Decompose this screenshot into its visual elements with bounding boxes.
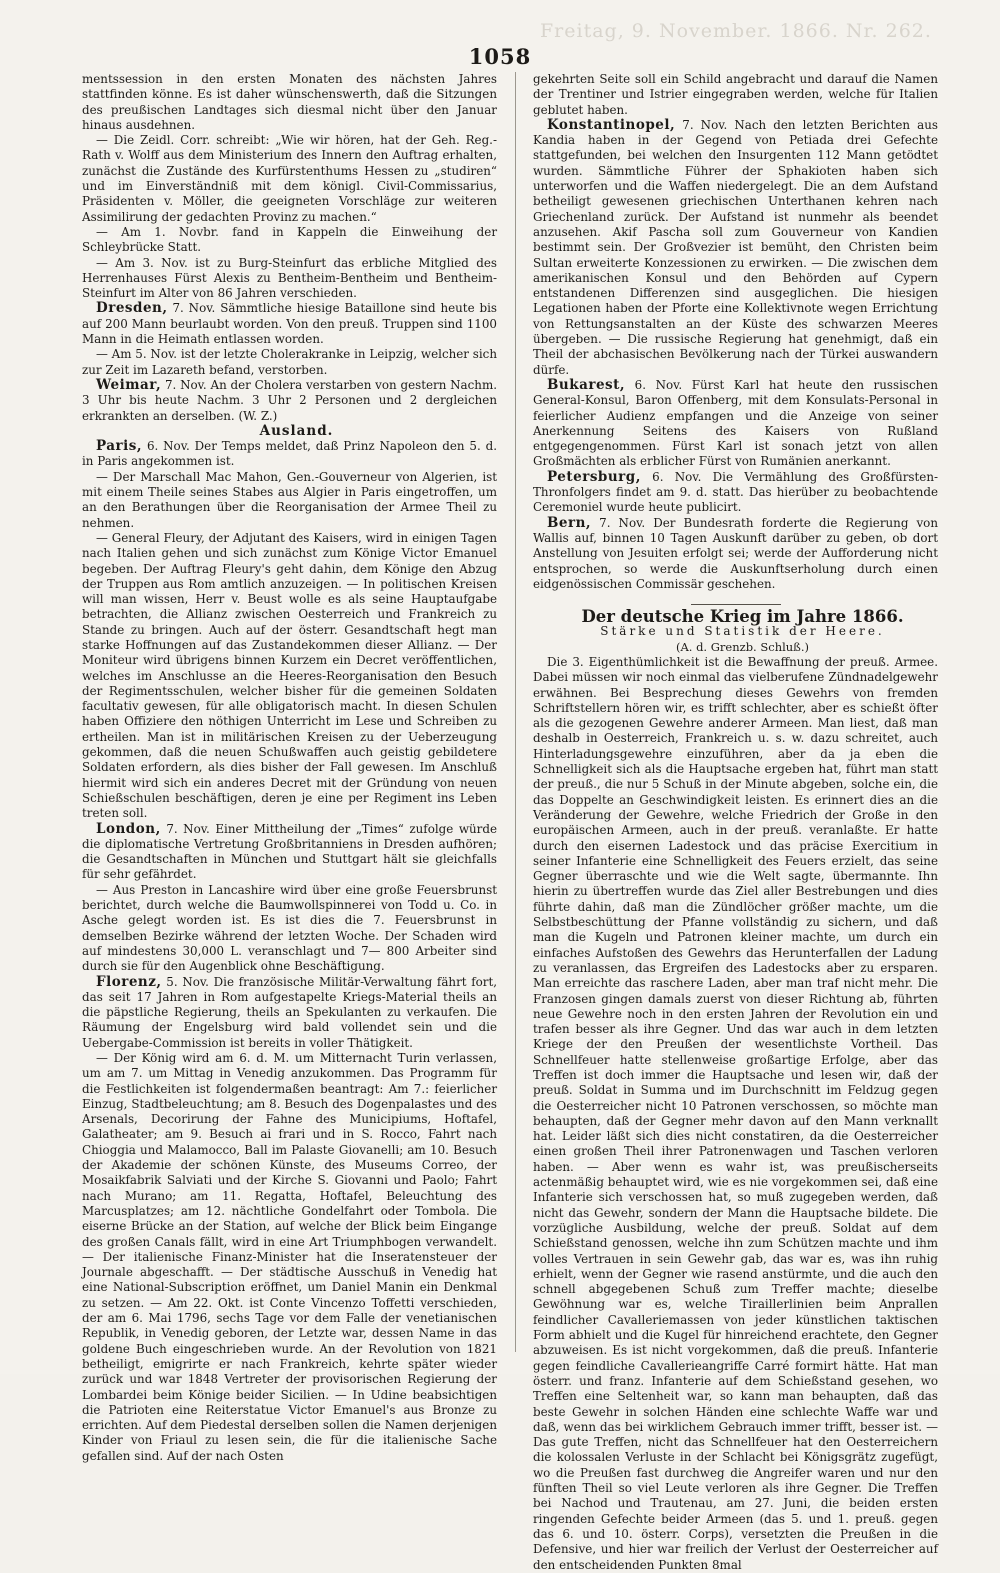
dateline-place: Konstantinopel, (547, 116, 676, 133)
article-source: (A. d. Grenzb. Schluß.) (675, 639, 810, 654)
paragraph: — Der Marschall Mac Mahon, Gen.-Gouverneur von Algerien, ist mit einem Theile seines Stabes aus Algier in Paris eingetroffen, um an den Berathungen über die Reorganisation der Armee Theil zu nehmen. (82, 469, 497, 530)
dateline-place: Bukarest, (547, 376, 626, 393)
dateline-place: Florenz, (96, 973, 162, 990)
paragraph: — Am 5. Nov. ist der letzte Cholerakranke in Leipzig, welcher sich zur Zeit im Lazareth befand, verstorben. (82, 347, 497, 377)
section-heading: Ausland. (259, 422, 334, 439)
dateline-place: Weimar, (96, 376, 162, 393)
news-text: 7. Nov. Der Bundesrath forderte die Regierung von Wallis auf, binnen 10 Tagen Auskunft darüber zu geben, ob dort Anstellung von Jesuiten erfolgt sei; werde der Aufforderung nicht entsprochen, so werde die Auskunftserholung durch einen eidgenössischen Commissär geschehen. (533, 515, 939, 591)
paragraph: Die 3. Eigenthümlichkeit ist die Bewaffnung der preuß. Armee. Dabei müssen wir noch einmal das vielberufene Zündnadelgewehr erwähnen. Bei Besprechung dieses Gewehrs von fremden Schriftstellern hören wir, es trifft schlechter, aber es schießt öfter als die gezogenen Gewehre anderer Armeen. Man liest, daß man deshalb in Oesterreich, Frankreich u. s. w. dazu schreitet, auch Hinterladungsgewehre einzuführen, aber da ja eben die Schnelligkeit sich als die Hauptsache ergeben hat, führt man statt der preuß., die nur 5 Schuß in der Minute abgeben, solche ein, die das Doppelte an Geschwindigkeit leisten. Es erinnert dies an die Veränderung der Gewehre, welche Friedrich der Große in den europäischen Armeen, auch in der preuß. veranlaßte. Er hatte durch den eisernen Ladestock und das präcise Exercitium in seiner Infanterie eine Schnelligkeit des Feuers erzielt, das seine Gegner überraschte und wie die Welt sagte, übermannte. Ihn hierin zu übertreffen wurde das Ziel aller Bestrebungen und dies führte dahin, daß man die Zündlöcher größer machte, um die Selbstbeschüttung der Pfanne vollständig zu sichern, und daß man die Kugeln und Patronen kleiner machte, um durch ein einfaches Aufstoßen des Gewehrs das Herunterfallen der Ladung zu veranlassen, das Ergreifen des Ladestocks aber zu ersparen. Man erreichte das raschere Laden, aber man traf nicht mehr. Die Franzosen gingen damals zuerst von dieser Richtung ab, führten neue Gewehre noch in den ersten Jahren der Revolution ein und trafen besser als ihre Gegner. Und das war auch in dem letzten Kriege der den Preußen der wesentlichste Vortheil. Das Schnellfeuer hatte stellenweise großartige Erfolge, aber das Treffen ist doch immer die Hauptsache und lesen wir, daß der preuß. Soldat in Summa und im Durchschnitt im Feldzug gegen die Oesterreicher nicht 10 Patronen verschossen, so möchte man behaupten, daß der Gegner mehr davon auf den Mann verknallt hat. Leider läßt sich dies nicht constatiren, da die Oesterreicher einen großen Theil ihrer Patronenwagen und Taschen verloren haben. — Aber wenn es wahr ist, was preußischerseits actenmäßig behauptet wird, wie es nie vorgekommen sei, daß eine Infanterie sich verschossen hat, so muß zugegeben werden, daß nicht das Gewehr, sondern der Mann die Hauptsache bildete. Die vorzügliche Ausbildung, welche der preuß. Soldat auf dem Schießstand genossen, welche ihn zum Schützen machte und ihm volles Vertrauen in sein Gewehr gab, das war es, was ihn ruhig erhielt, wenn der Gegner wie rasend anstürmte, und die auch den schnell abgegebenen Schuß zum Treffer machte; dieselbe Gewöhnung war es, welche Tiraillerlinien beim Anprallen feindlicher Cavalleriemassen von jeder künstlichen taktischen Form abhielt und die Kugel für hinreichend erachtete, den Gegner abzuweisen. Es ist nicht vorgekommen, daß die preuß. Infanterie gegen feindliche Cavallerieangriffe Carré formirt hätte. Hat man österr. und franz. Infanterie auf dem Schießstand gesehen, wo Treffen eine Seltenheit war, so kann man behaupten, daß das beste Gewehr in solchen Händen eine schlechte Waffe war und daß, wenn das bei wirklichem Gebrauch immer trifft, besser ist. — Das gute Treffen, nicht das Schnellfeuer hat den Oesterreichern die kolossalen Verluste in der Schlacht bei Königsgrätz zugefügt, wo die Preußen fast durchweg die Angreifer waren und nur den fünften Theil so viel Leute verloren als ihre Gegner. Die Treffen bei Nachod und Trautenau, am 27. Juni, die beiden ersten ringenden Gefechte beider Armeen (das 5. und 1. preuß. gegen das 6. und 10. österr. Corps), versetzten die Preußen in die Defensive, und hier war freilich der Verlust der Oesterreicher auf den entscheidenden Punkten 8mal (533, 654, 938, 1572)
continued-paragraph: gekehrten Seite soll ein Schild angebracht und darauf die Namen der Trentiner und Istrier eingegraben werden, welche für Italien geblutet haben. (533, 72, 938, 117)
dateline-place: Paris, (96, 438, 143, 455)
dateline-place: Dresden, (96, 300, 168, 317)
news-item (82, 378, 497, 424)
section-rule (691, 604, 781, 605)
news-item (82, 975, 497, 1051)
news-text: 6. Nov. Der Temps meldet, daß Prinz Napoleon den 5. d. in Paris angekommen ist. (82, 439, 498, 469)
news-item (533, 118, 938, 378)
dateline-place: Bern, (547, 514, 592, 531)
paragraph: — Aus Preston in Lancashire wird über eine große Feuersbrunst berichtet, durch welche die Baumwollspinnerei von Todd u. Co. in Asche gelegt worden ist. Es ist dies die 7. Feuersbrunst in demselben Bezirke während der letzten Woche. Der Schaden wird auf mindestens 30,000 L. veranschlagt und 7— 800 Arbeiter sind durch sie für den Augenblick ohne Beschäftigung. (82, 882, 497, 974)
paragraph: — Am 3. Nov. ist zu Burg-Steinfurt das erbliche Mitglied des Herrenhauses Fürst Alexis zu Bentheim-Bentheim und Bentheim-Steinfurt im Alter von 86 Jahren verschieden. (82, 255, 497, 301)
column-divider (515, 72, 516, 1352)
paragraph: — Am 1. Novbr. fand in Kappeln die Einweihung der Schleybrücke Statt. (82, 224, 497, 255)
news-text: 7. Nov. An der Cholera verstarben von gestern Nachm. 3 Uhr bis heute Nachm. 3 Uhr 2 Personen und 2 dergleichen erkrankten an derselben. (W. Z.) (82, 377, 498, 423)
article-title: Der deutsche Krieg im Jahre 1866. (581, 607, 904, 627)
page-number: 1058 (468, 44, 532, 69)
left-column (82, 72, 498, 1463)
article-subtitle: Stärke und Statistik der Heere. (600, 624, 885, 639)
news-item (82, 439, 497, 470)
news-text: 6. Nov. Fürst Karl hat heute den russischen General-Konsul, Baron Offenberg, mit dem Konsulats-Personal in feierlicher Audienz empfangen und die Anzeige von seiner Anerkennung Seitens des Kaisers von Rußland entgegengenommen. Fürst Karl ist sonach jetzt von allen Großmächten als erblicher Fürst von Rumänien anerkannt. (533, 377, 938, 469)
news-text: 7. Nov. Sämmtliche hiesige Bataillone sind heute bis auf 200 Mann beurlaubt worden. Von den preuß. Truppen sind 1100 Mann in die Heimath entlassen worden. (82, 301, 498, 347)
news-item (533, 470, 938, 516)
news-item (82, 301, 497, 347)
news-text: 5. Nov. Die französische Militär-Verwaltung fährt fort, das seit 17 Jahren in Rom aufgestapelte Kriegs-Material theils an die päpstliche Regierung, theils an Spekulanten zu verkaufen. Die Räumung der Engelsburg wird bald vollendet sein und die Uebergabe-Commission ist bereits in voller Thätigkeit. (82, 974, 498, 1050)
news-text: 7. Nov. Einer Mittheilung der „Times“ zufolge würde die diplomatische Vertretung Großbritanniens in Dresden aufhören; die Gesandtschaften in München und Stuttgart hält sie gleichfalls für sehr gefährdet. (82, 821, 497, 882)
dateline-place: London, (96, 820, 161, 837)
news-text: 7. Nov. Nach den letzten Berichten aus Kandia haben in der Gegend von Petiada drei Gefechte stattgefunden, bei welchen den Insurgenten 112 Mann getödtet wurden. Sämmtliche Führer der Sphakioten haben sich unterworfen und die Waffen niedergelegt. Die an dem Aufstand betheiligt gewesenen griechischen Unterthanen kehren nach Griechenland zurück. Der Aufstand ist nunmehr als beendet anzusehen. Akif Pascha soll zum Gouverneur von Kandien bestimmt sein. Der Großvezier ist bemüht, den Christen beim Sultan erweiterte Konzessionen zu erwirken. — Die zwischen dem amerikanischen Konsul und den Behörden auf Cypern entstandenen Differenzen sind ausgeglichen. Die hiesigen Legationen haben der Pforte eine Kollektivnote wegen Errichtung von Rettungsanstalten an der Küste des schwarzen Meeres übergeben. — Die russische Regierung hat genehmigt, daß ein Theil der abchasischen Bevölkerung nach der Türkei auswandern dürfe. (533, 117, 938, 377)
paragraph: — Die Zeidl. Corr. schreibt: „Wie wir hören, hat der Geh. Reg.-Rath v. Wolff aus dem Ministerium des Innern den Auftrag erhalten, zunächst die Zustände des Kurfürstenthums Hessen zu „studiren“ und im Einverständniß mit dem königl. Civil-Commissarius, Präsidenten v. Möller, die geeigneten Vorschläge zur weiteren Assimilirung der gedachten Provinz zu machen.“ (82, 133, 497, 224)
paragraph: — General Fleury, der Adjutant des Kaisers, wird in einigen Tagen nach Italien gehen und sich zunächst zum Könige Victor Emanuel begeben. Der Auftrag Fleury's geht dahin, dem Könige den Abzug der Truppen aus Rom amtlich anzuzeigen. — In politischen Kreisen will man wissen, Herr v. Beust wolle es als seine Hauptaufgabe betrachten, die Allianz zwischen Oesterreich und Frankreich zu Stande zu bringen. Auch auf der österr. Gesandtschaft hegt man starke Hoffnungen auf das Zustandekommen dieser Allianz. — Der Moniteur wird übrigens binnen Kurzem ein Decret veröffentlichen, welches im Anschlusse an die Heeres-Reorganisation den Besuch der Regimentsschulen, welcher bisher für die gemeinen Soldaten facultativ gewesen, für alle obligatorisch macht. In diesen Schulen haben Offiziere den nöthigen Unterricht im Lese und Schreiben zu ertheilen. Man ist in militärischen Kreisen zu der Ueberzeugung gekommen, daß die neuen Schußwaffen auch geistig gebildetere Soldaten erfordern, als dies bisher der Fall gewesen. Im Anschluß hiermit wird sich ein anderes Decret mit der Gründung von neuen Schießschulen beschäftigen, deren je eine per Regiment ins Leben treten soll. (82, 530, 497, 821)
news-text: 6. Nov. Die Vermählung des Großfürsten-Thronfolgers findet am 9. d. statt. Das hierüber zu beobachtende Ceremoniel wurde heute publicirt. (533, 469, 939, 515)
paragraph: — Der König wird am 6. d. M. um Mitternacht Turin verlassen, um am 7. um Mittag in Venedig anzukommen. Das Programm für die Festlichkeiten ist folgendermaßen beantragt: Am 7.: feierlicher Einzug, Stadtbeleuchtung; am 8. Besuch des Dogenpalastes und des Arsenals, Decorirung der Fahne des Municipiums, Hoftafel, Galatheater; am 9. Besuch ai frari und in S. Rocco, Fahrt nach Chioggia und Malamocco, Ball im Palaste Giovanelli; am 10. Besuch der Akademie der schönen Künste, des Museums Correo, der Mosaikfabrik Salviati und der Kirche S. Giovanni und Paolo; Fahrt nach Murano; am 11. Regatta, Hoftafel, Beleuchtung des Marcusplatzes; am 12. nächtliche Gondelfahrt oder Tombola. Die eiserne Brücke an der Station, auf welche der Blick beim Eingange des großen Canals fällt, wird in eine Art Triumphbogen verwandelt. — Der italienische Finanz-Minister hat die Inseratensteuer der Journale abgeschafft. — Der städtische Ausschuß in Venedig hat eine National-Subscription eröffnet, um Daniel Manin ein Denkmal zu setzen. — Am 22. Okt. ist Conte Vincenzo Toffetti verschieden, der am 6. Mai 1796, sechs Tage vor dem Falle der venetianischen Republik, in Venedig geboren, der Letzte war, dessen Name in das goldene Buch eingeschrieben wurde. An der Revolution von 1821 betheiligt, emigrirte er nach Frankreich, kehrte später wieder zurück und war 1848 Vertreter der provisorischen Regierung der Lombardei beim Könige beider Sicilien. — In Udine beabsichtigen die Patrioten eine Reiterstatue Victor Emanuel's aus Bronze zu errichten. Auf dem Piedestal derselben sollen die Namen derjenigen Kinder von Friaul zu lesen sein, die für die italienische Sache gefallen sind. Auf der nach Osten (82, 1051, 497, 1463)
news-item (533, 378, 938, 470)
news-item (533, 516, 938, 592)
bleed-through-header: Freitag, 9. November. 1866. Nr. 262. (540, 20, 932, 42)
right-column (533, 72, 939, 1572)
continued-paragraph: mentssession in den ersten Monaten des nächsten Jahres stattfinden könne. Es ist daher wünschenswerth, daß die Sitzungen des preußischen Landtages sich diesmal nicht über den Januar hinaus ausdehnen. (82, 72, 497, 132)
dateline-place: Petersburg, (547, 468, 641, 485)
news-item (82, 822, 497, 883)
